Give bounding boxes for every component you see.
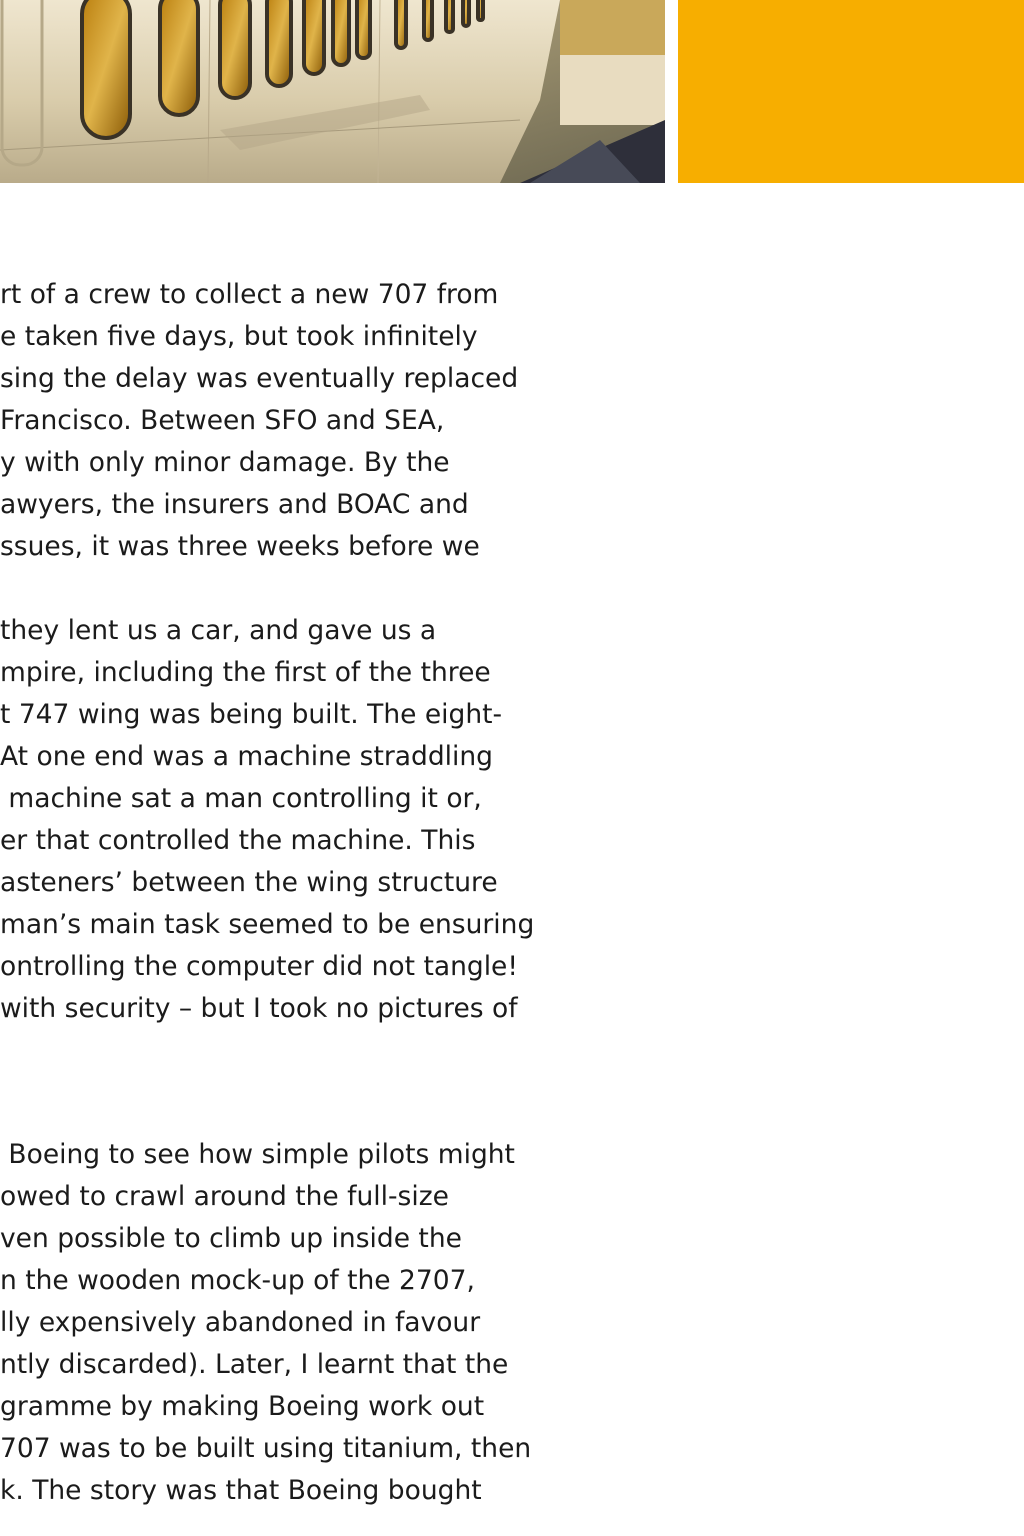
text-line: ntly discarded). Later, I learnt that the [0, 1349, 509, 1380]
text-line: gramme by making Boeing work out [0, 1391, 485, 1422]
text-line: ontrolling the computer did not tangle! [0, 951, 518, 982]
text-line: Boeing to see how simple pilots might [0, 1139, 515, 1170]
text-line: k. The story was that Boeing bought [0, 1475, 482, 1506]
text-line: rt of a crew to collect a new 707 from [0, 279, 499, 310]
text-line: ssues, it was three weeks before we [0, 531, 480, 562]
paragraph-3 [0, 1134, 600, 1512]
aircraft-fuselage-photo [0, 0, 665, 183]
accent-color-block [678, 0, 1024, 183]
text-line: they lent us a car, and gave us a [0, 615, 437, 646]
paragraph-1 [0, 274, 600, 568]
text-line: asteners’ between the wing structure [0, 867, 498, 898]
text-line: Francisco. Between SFO and SEA, [0, 405, 445, 436]
text-line: lly expensively abandoned in favour [0, 1307, 481, 1338]
text-line: machine sat a man controlling it or, [0, 783, 482, 814]
section-spacer [0, 1030, 600, 1134]
paragraph-spacer [0, 568, 600, 610]
text-line: awyers, the insurers and BOAC and [0, 489, 469, 520]
text-line: e taken five days, but took infinitely [0, 321, 478, 352]
text-line: t 747 wing was being built. The eight- [0, 699, 503, 730]
text-line: At one end was a machine straddling [0, 741, 493, 772]
text-line: with security – but I took no pictures of [0, 993, 518, 1024]
paragraph-2 [0, 610, 600, 1030]
text-line: n the wooden mock-up of the 2707, [0, 1265, 475, 1296]
text-line: er that controlled the machine. This [0, 825, 476, 856]
text-line: y with only minor damage. By the [0, 447, 450, 478]
text-line: owed to crawl around the full-size [0, 1181, 449, 1212]
text-line: sing the delay was eventually replaced [0, 363, 519, 394]
text-line: ven possible to climb up inside the [0, 1223, 462, 1254]
aircraft-windows-icon [0, 0, 665, 183]
article-body [0, 274, 600, 1512]
text-line: man’s main task seemed to be ensuring [0, 909, 535, 940]
text-line: 707 was to be built using titanium, then [0, 1433, 532, 1464]
text-line: mpire, including the first of the three [0, 657, 491, 688]
